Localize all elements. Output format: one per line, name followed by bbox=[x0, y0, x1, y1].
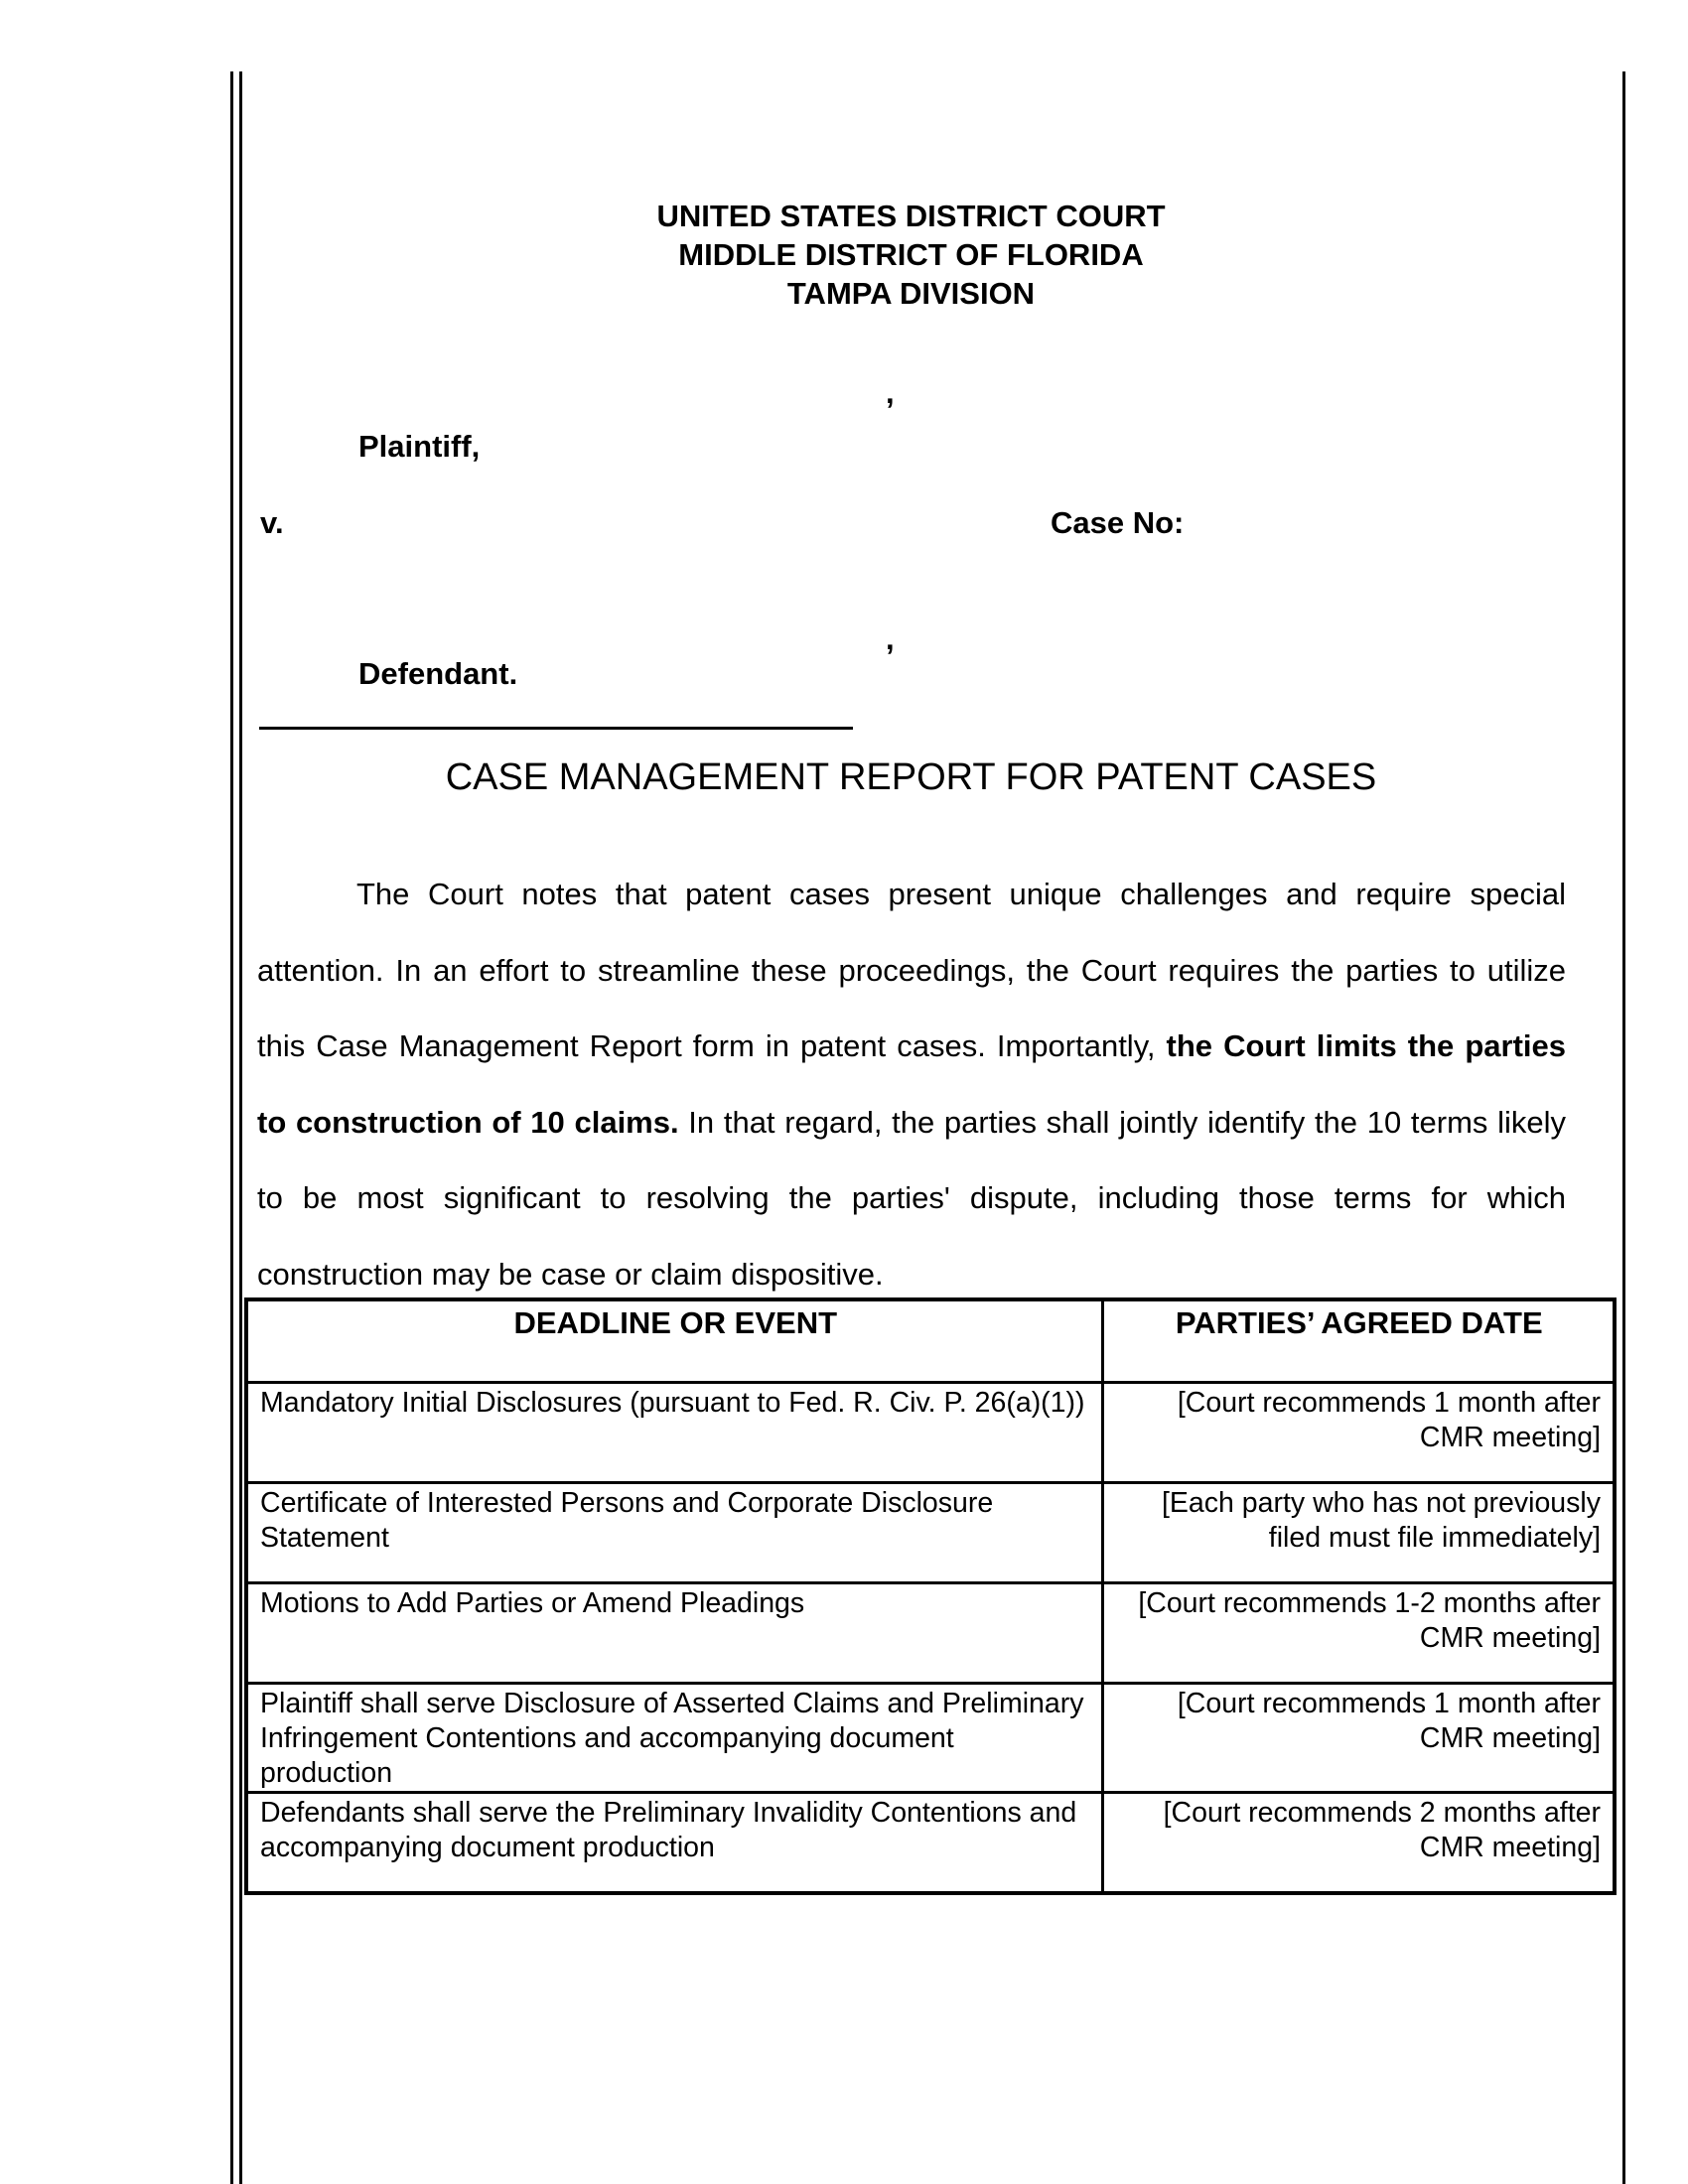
header-deadline-or-event: DEADLINE OR EVENT bbox=[246, 1299, 1102, 1383]
court-name: UNITED STATES DISTRICT COURT bbox=[656, 199, 1166, 233]
left-margin-rule-inner bbox=[239, 71, 242, 2184]
event-cell: Mandatory Initial Disclosures (pursuant to Fed. R. Civ. P. 26(a)(1)) bbox=[246, 1383, 1102, 1483]
date-cell: [Court recommends 1 month after CMR meeting] bbox=[1102, 1383, 1615, 1483]
caption-underline bbox=[259, 727, 853, 730]
table-row bbox=[246, 1684, 1615, 1793]
versus-label: v. bbox=[260, 505, 284, 540]
right-margin-rule bbox=[1622, 71, 1625, 2184]
event-cell: Defendants shall serve the Preliminary Invalidity Contentions and accompanying document production bbox=[246, 1793, 1102, 1894]
deadlines-table bbox=[244, 1297, 1617, 1895]
court-district: MIDDLE DISTRICT OF FLORIDA bbox=[678, 237, 1144, 272]
case-number-label: Case No: bbox=[1051, 505, 1185, 540]
defendant-name-comma: , bbox=[886, 621, 895, 656]
table-row bbox=[246, 1583, 1615, 1684]
plaintiff-name-comma: , bbox=[886, 375, 895, 410]
table-header-row bbox=[246, 1299, 1615, 1383]
table-row bbox=[246, 1383, 1615, 1483]
court-header bbox=[496, 197, 1326, 313]
defendant-label: Defendant. bbox=[358, 656, 518, 691]
event-cell: Motions to Add Parties or Amend Pleadings bbox=[246, 1583, 1102, 1684]
left-margin-rule-outer bbox=[230, 71, 233, 2184]
paragraph-text-2: In that regard, the parties shall jointly identify the 10 terms likely to be most significant to resolving the parties' dispute, including those terms for which construction may be case or claim dispositive. bbox=[257, 1104, 1566, 1292]
event-cell: Plaintiff shall serve Disclosure of Asserted Claims and Preliminary Infringement Contentions and accompanying document production bbox=[246, 1684, 1102, 1793]
plaintiff-label: Plaintiff, bbox=[358, 429, 481, 464]
document-title: CASE MANAGEMENT REPORT FOR PATENT CASES bbox=[445, 756, 1377, 798]
court-division: TAMPA DIVISION bbox=[786, 276, 1036, 311]
date-cell: [Court recommends 2 months after CMR meeting] bbox=[1102, 1793, 1615, 1894]
paragraph-text-1: The Court notes that patent cases present unique challenges and require special attention. In an effort to streamline these proceedings, the Court requires the parties to utilize this Case Management Report form in patent cases. Importantly, bbox=[257, 877, 1566, 1064]
intro-paragraph bbox=[257, 857, 1566, 1313]
table-row bbox=[246, 1483, 1615, 1583]
date-cell: [Each party who has not previously filed must file immediately] bbox=[1102, 1483, 1615, 1583]
date-cell: [Court recommends 1-2 months after CMR meeting] bbox=[1102, 1583, 1615, 1684]
header-parties-agreed-date: PARTIES’ AGREED DATE bbox=[1102, 1299, 1615, 1383]
paragraph-emphasis: the Court limits the parties to construction of 10 claims. bbox=[257, 1028, 1566, 1140]
event-cell: Certificate of Interested Persons and Corporate Disclosure Statement bbox=[246, 1483, 1102, 1583]
date-cell: [Court recommends 1 month after CMR meeting] bbox=[1102, 1684, 1615, 1793]
table-row bbox=[246, 1793, 1615, 1894]
